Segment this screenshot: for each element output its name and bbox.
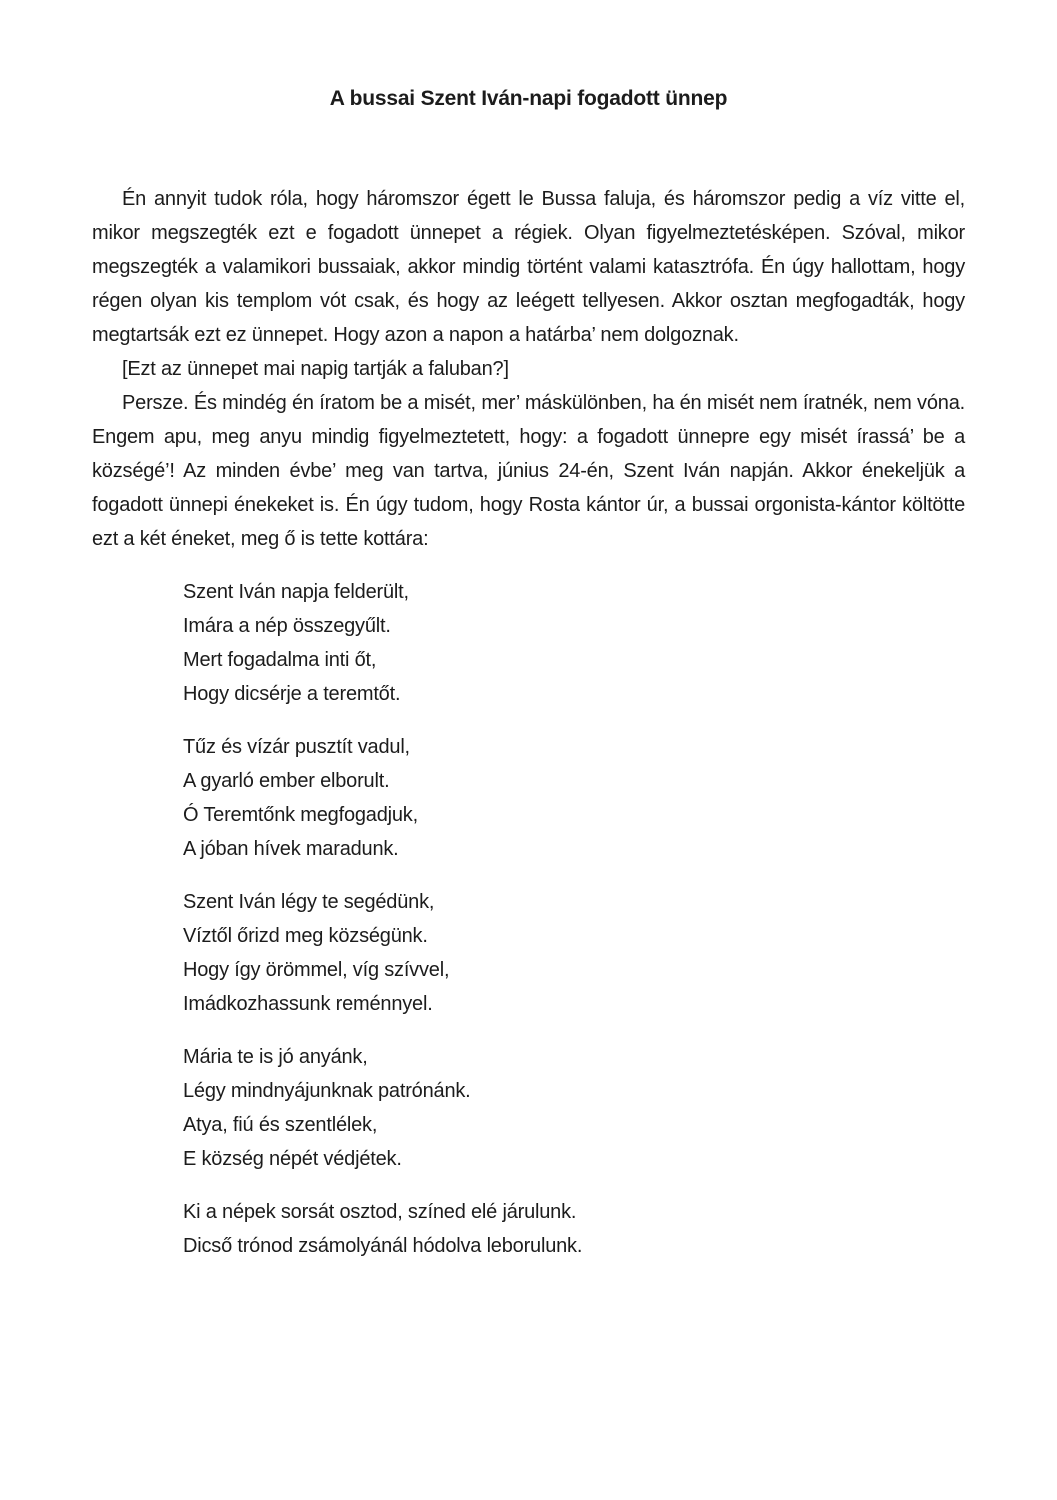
document-page xyxy=(92,0,965,1263)
verse-line: Víztől őrizd meg községünk. xyxy=(183,925,428,947)
verse-line: Hogy dicsérje a teremtőt. xyxy=(183,683,401,705)
verse-line: Ki a népek sorsát osztod, színed elé járulunk. xyxy=(183,1201,577,1223)
stanza-1 xyxy=(183,575,965,711)
stanza-2 xyxy=(183,730,965,866)
stanza-5-closing-couplet xyxy=(183,1195,965,1263)
verse-line: Légy mindnyájunknak patrónánk. xyxy=(183,1080,471,1102)
verse-line: Mert fogadalma inti őt, xyxy=(183,649,377,671)
verse-line: Atya, fiú és szentlélek, xyxy=(183,1114,378,1136)
verse-line: A gyarló ember elborult. xyxy=(183,770,390,792)
stanza-3 xyxy=(183,885,965,1021)
verse-line: A jóban hívek maradunk. xyxy=(183,838,399,860)
verse-line: Dicső trónod zsámolyánál hódolva leborulunk. xyxy=(183,1235,583,1257)
verse-line: Imára a nép összegyűlt. xyxy=(183,615,391,637)
verse-line: Szent Iván légy te segédünk, xyxy=(183,891,435,913)
verse-line: E község népét védjétek. xyxy=(183,1148,402,1170)
page-title: A bussai Szent Iván-napi fogadott ünnep xyxy=(329,87,728,110)
verse-line: Mária te is jó anyánk, xyxy=(183,1046,368,1068)
verse-line: Imádkozhassunk reménnyel. xyxy=(183,993,433,1015)
paragraph-interviewer-question: [Ezt az ünnepet mai napig tartják a faluban?] xyxy=(122,358,509,380)
verse-line: Ó Teremtőnk megfogadjuk, xyxy=(183,804,418,826)
paragraph-intro: Én annyit tudok róla, hogy háromszor égett le Bussa faluja, és háromszor pedig a víz vitte el, mikor megszegték ezt e fogadott ünnepet a régiek. Olyan figyelmeztetésképen. Szóval, mikor megszegték a valamikori bussaiak, akkor mindig történt valami katasztrófa. Én úgy hallottam, hogy régen olyan kis templom vót csak, és hogy az leégett tellyesen. Akkor osztan megfogadták, hogy megtartsák ezt ez ünnepet. Hogy azon a napon a határba’ nem dolgoznak. xyxy=(92,188,965,346)
stanza-4 xyxy=(183,1040,965,1176)
verse-line: Szent Iván napja felderült, xyxy=(183,581,409,603)
verse-line: Tűz és vízár pusztít vadul, xyxy=(183,736,410,758)
paragraph-answer: Persze. És mindég én íratom be a misét, mer’ máskülönben, ha én misét nem íratnék, nem vóna. Engem apu, meg anyu mindig figyelmeztetett, hogy: a fogadott ünnepre egy misét írassá’ be a községé’! Az minden évbe’ meg van tartva, június 24-én, Szent Iván napján. Akkor énekeljük a fogadott ünnepi énekeket is. Én úgy tudom, hogy Rosta kántor úr, a bussai orgonista-kántor költötte ezt a két éneket, meg ő is tette kottára: xyxy=(92,392,965,550)
verse-line: Hogy így örömmel, víg szívvel, xyxy=(183,959,450,981)
